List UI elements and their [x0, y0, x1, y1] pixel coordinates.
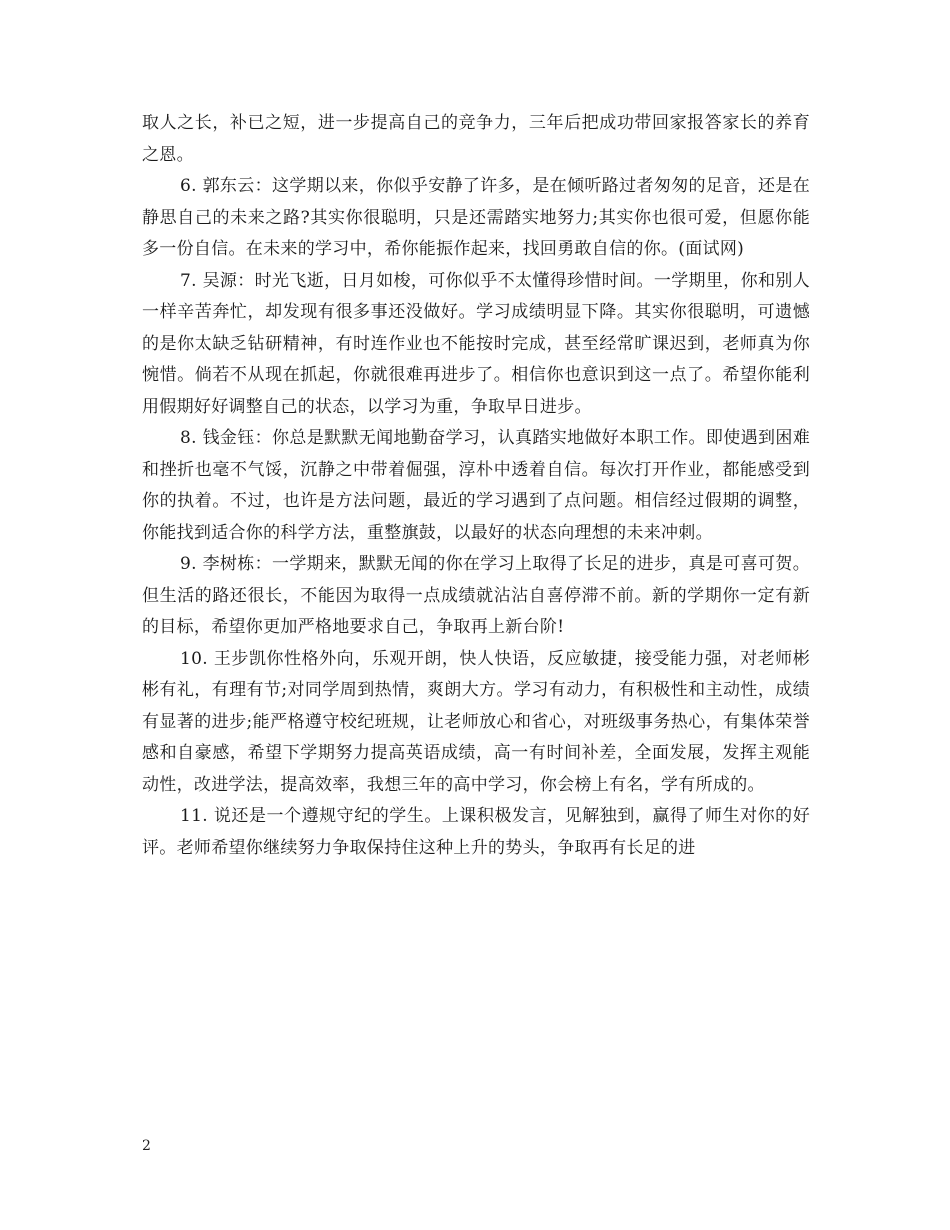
paragraph-comment-6: 6. 郭东云：这学期以来，你似乎安静了许多，是在倾听路过者匆匆的足音，还是在静思自己的未来之路?其实你很聪明，只是还需踏实地努力;其实你也很可爱，但愿你能多一份自信。在未来的学习中，希你能振作起来，找回勇敢自信的你。(面试网): [142, 176, 810, 259]
paragraph-comment-9: 9. 李树栋：一学期来，默默无闻的你在学习上取得了长足的进步，真是可喜可贺。但生活的路还很长，不能因为取得一点成绩就沾沾自喜停滞不前。新的学期你一定有新的目标，希望你更加严格地要求自己，争取再上新台阶!: [142, 554, 810, 637]
paragraph-comment-10: 10. 王步凯你性格外向，乐观开朗，快人快语，反应敏捷，接受能力强，对老师彬彬有礼，有理有节;对同学周到热情，爽朗大方。学习有动力，有积极性和主动性，成绩有显著的进步;能严格遵守校纪班规，让老师放心和省心，对班级事务热心，有集体荣誉感和自豪感，希望下学期努力提高英语成绩，高一有时间补差，全面发展，发挥主观能动性，改进学法，提高效率，我想三年的高中学习，你会榜上有名，学有所成的。: [142, 648, 810, 795]
paragraph-comment-11: 11. 说还是一个遵规守纪的学生。上课积极发言，见解独到，赢得了师生对你的好评。老师希望你继续努力争取保持住这种上升的势头，争取再有长足的进: [142, 806, 810, 858]
document-body: [142, 108, 810, 864]
paragraph-comment-7: 7. 吴源：时光飞逝，日月如梭，可你似乎不太懂得珍惜时间。一学期里，你和别人一样辛苦奔忙，却发现有很多事还没做好。学习成绩明显下降。其实你很聪明，可遗憾的是你太缺乏钻研精神，有时连作业也不能按时完成，甚至经常旷课迟到，老师真为你惋惜。倘若不从现在抓起，你就很难再进步了。相信你也意识到这一点了。希望你能利用假期好好调整自己的状态，以学习为重，争取早日进步。: [142, 270, 810, 417]
page-number: 2: [142, 1138, 151, 1154]
paragraph-comment-8: 8. 钱金钰：你总是默默无闻地勤奋学习，认真踏实地做好本职工作。即使遇到困难和挫折也毫不气馁，沉静之中带着倔强，淳朴中透着自信。每次打开作业，都能感受到你的执着。不过，也许是方法问题，最近的学习遇到了点问题。相信经过假期的调整，你能找到适合你的科学方法，重整旗鼓，以最好的状态向理想的未来冲刺。: [142, 428, 810, 543]
paragraph-continuation: 取人之长，补已之短，进一步提高自己的竞争力，三年后把成功带回家报答家长的养育之恩。: [142, 113, 810, 165]
